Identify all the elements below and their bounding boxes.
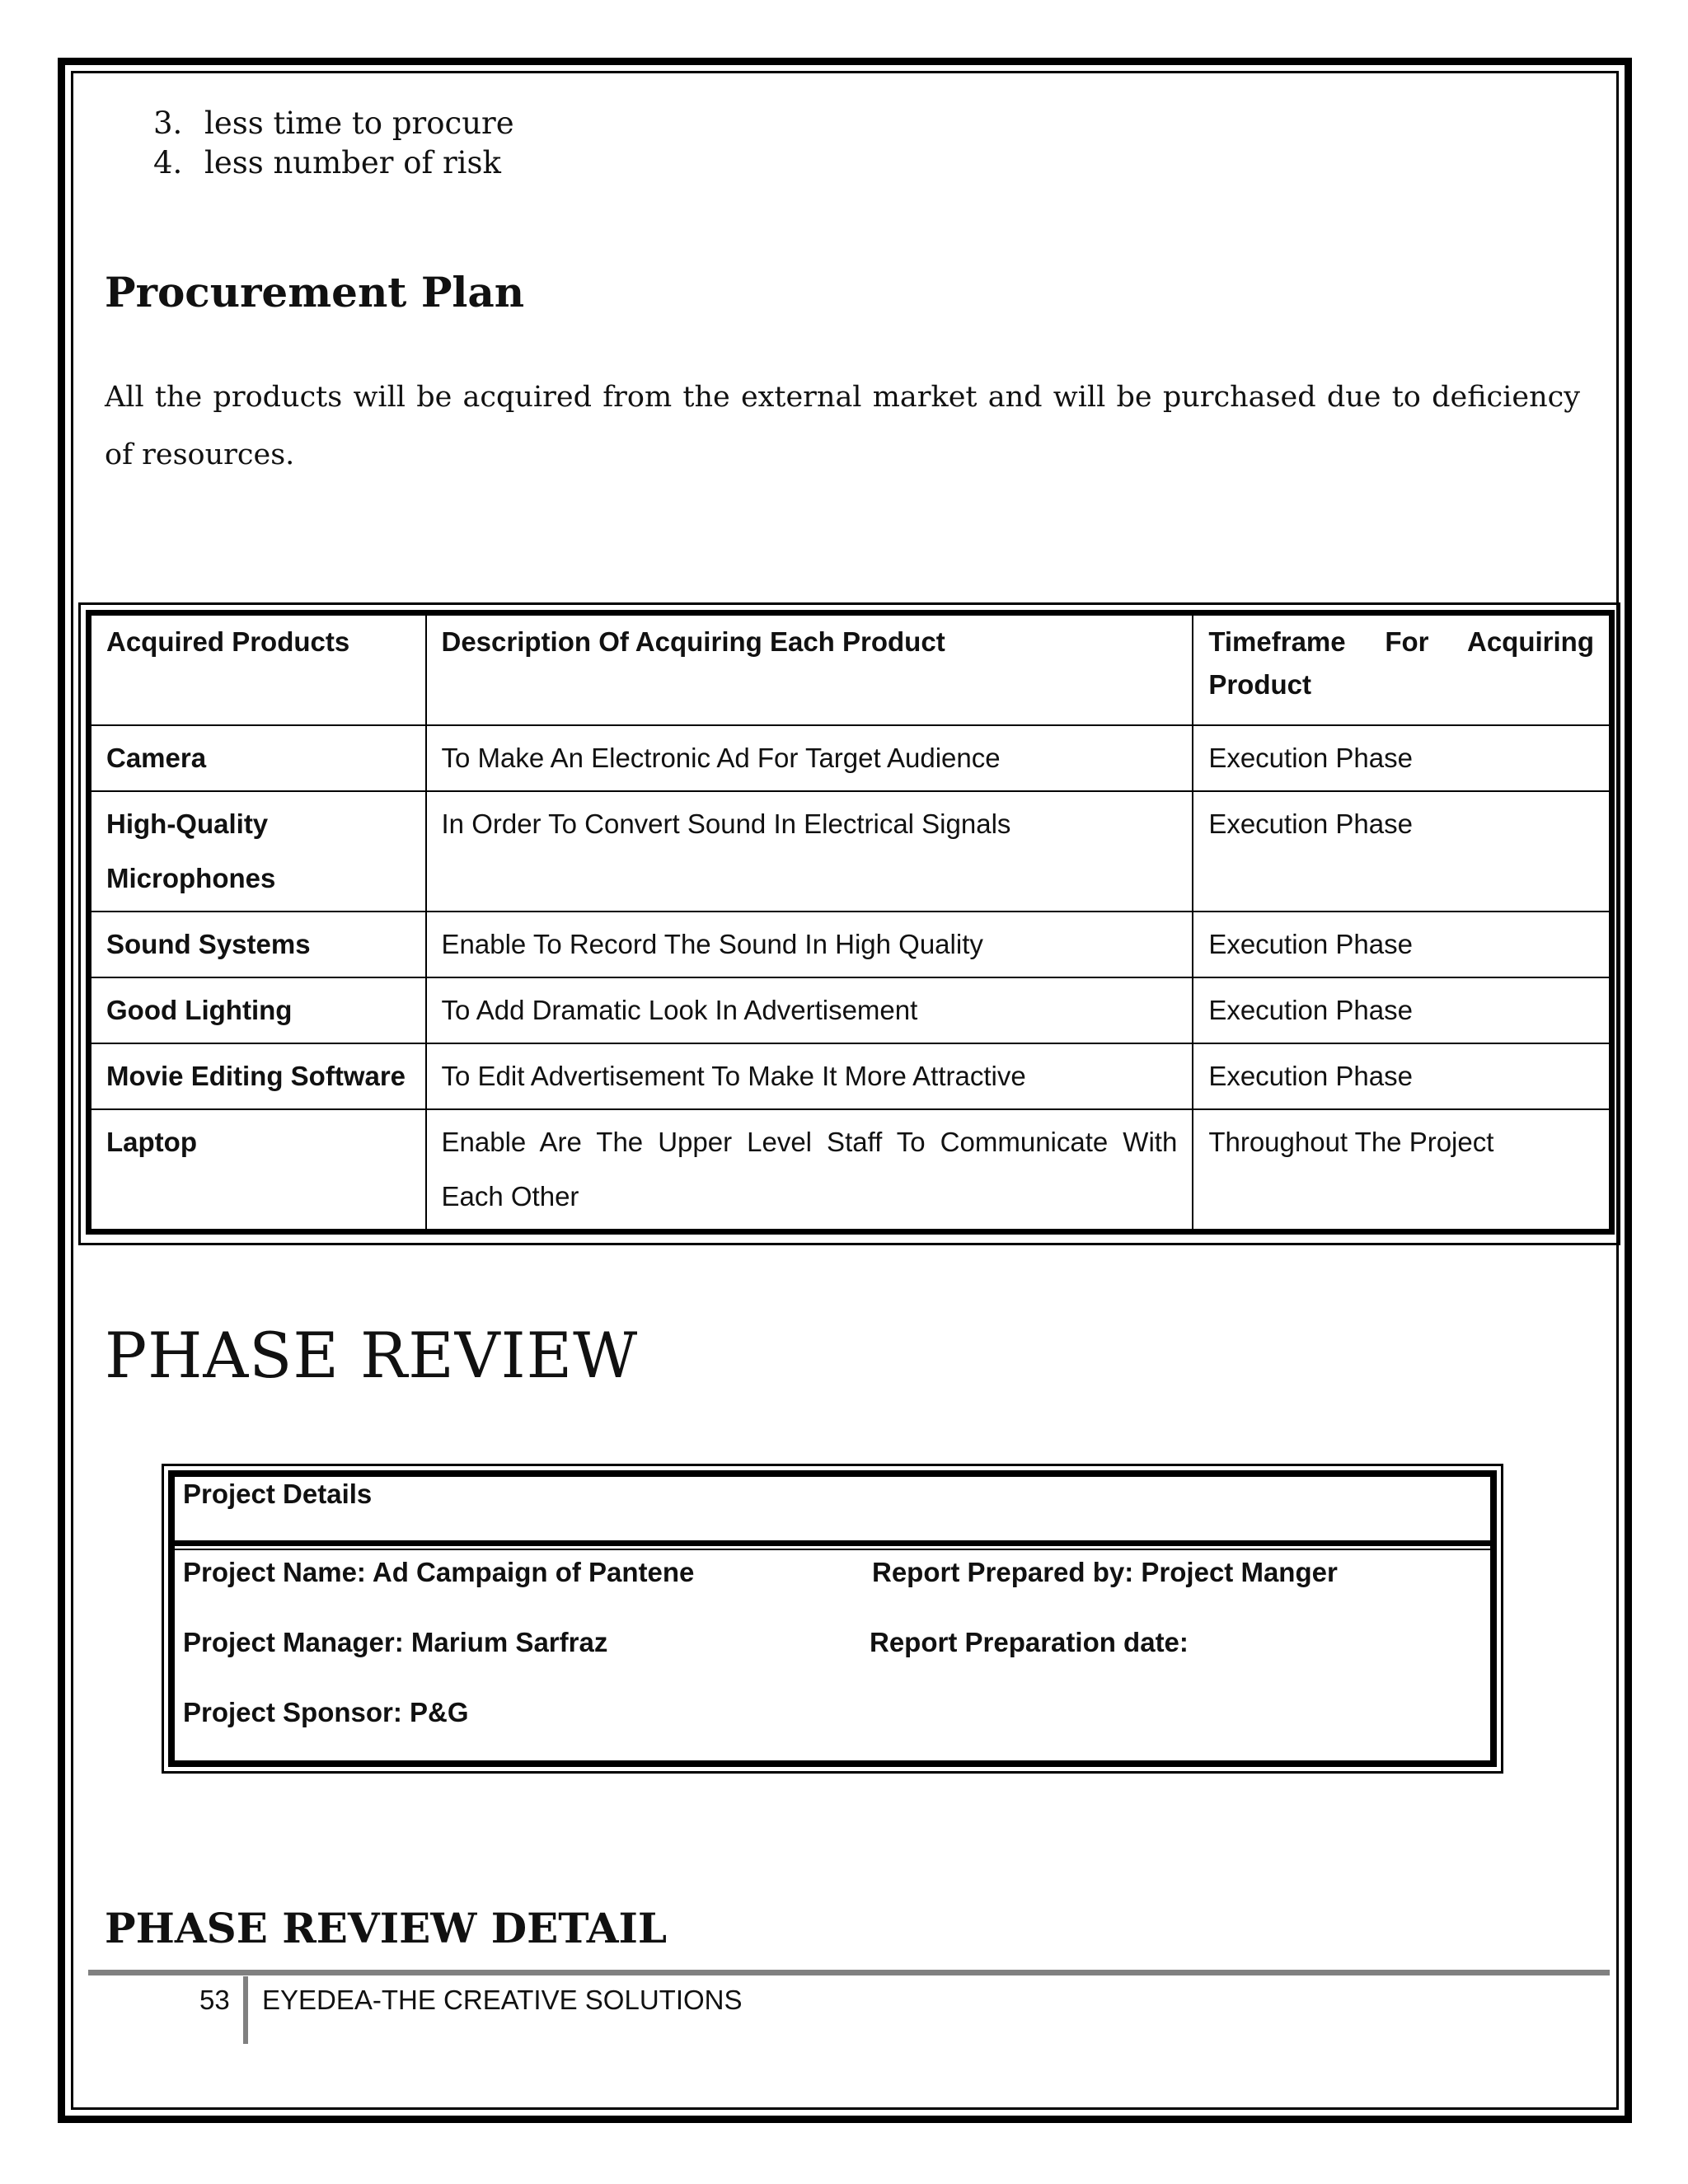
project-manager: Project Manager: Marium Sarfraz — [183, 1627, 608, 1657]
table-row — [89, 791, 1612, 912]
list-text: less number of risk — [204, 145, 501, 180]
list-item — [153, 143, 514, 183]
header-cell: Description Of Acquiring Each Product — [426, 613, 1193, 726]
table-row — [89, 1109, 1612, 1232]
product-cell: Movie Editing Software — [89, 1043, 426, 1109]
project-details-title: Project Details — [183, 1479, 373, 1509]
product-cell: Sound Systems — [89, 912, 426, 977]
header-cell: Acquired Products — [89, 613, 426, 726]
header-cell: Timeframe For Acquiring Product — [1193, 613, 1611, 726]
phase-review-detail-heading: PHASE REVIEW DETAIL — [105, 1904, 668, 1952]
procurement-heading: Procurement Plan — [105, 268, 525, 316]
procurement-table — [86, 610, 1615, 1235]
numbered-list — [153, 104, 514, 183]
project-sponsor: Project Sponsor: P&G — [183, 1697, 469, 1727]
list-text: less time to procure — [204, 105, 514, 141]
report-preparation-date: Report Preparation date: — [870, 1627, 1189, 1657]
product-cell: Good Lighting — [89, 977, 426, 1043]
footer-title: EYEDEA-THE CREATIVE SOLUTIONS — [262, 1985, 743, 2015]
timeframe-cell: Execution Phase — [1193, 791, 1611, 912]
table-row — [89, 912, 1612, 977]
table-row — [89, 1043, 1612, 1109]
description-cell: Enable To Record The Sound In High Quality — [426, 912, 1193, 977]
table-row — [89, 977, 1612, 1043]
report-prepared-by: Report Prepared by: Project Manger — [872, 1557, 1338, 1587]
footer-vertical-divider — [243, 1976, 248, 2044]
procurement-paragraph: All the products will be acquired from the external market and will be purchased due to deficiency of resources. — [105, 381, 1580, 471]
product-cell: High-Quality Microphones — [89, 791, 426, 912]
project-details-divider — [168, 1540, 1497, 1550]
page-number: 53 — [199, 1985, 230, 2015]
table-header-row — [89, 613, 1612, 726]
timeframe-cell: Execution Phase — [1193, 912, 1611, 977]
list-number: 3. — [153, 105, 183, 141]
list-item — [153, 104, 514, 143]
description-cell: Enable Are The Upper Level Staff To Communicate With Each Other — [426, 1109, 1193, 1232]
project-name: Project Name: Ad Campaign of Pantene — [183, 1557, 695, 1587]
product-cell: Laptop — [89, 1109, 426, 1232]
timeframe-cell: Execution Phase — [1193, 977, 1611, 1043]
footer-divider — [88, 1970, 1610, 1975]
timeframe-cell: Throughout The Project — [1193, 1109, 1611, 1232]
description-cell: In Order To Convert Sound In Electrical Signals — [426, 791, 1193, 912]
phase-review-heading: PHASE REVIEW — [105, 1319, 639, 1392]
description-cell: To Make An Electronic Ad For Target Audience — [426, 725, 1193, 791]
list-number: 4. — [153, 145, 183, 180]
description-cell: To Add Dramatic Look In Advertisement — [426, 977, 1193, 1043]
product-cell: Camera — [89, 725, 426, 791]
description-cell: To Edit Advertisement To Make It More Attractive — [426, 1043, 1193, 1109]
timeframe-cell: Execution Phase — [1193, 725, 1611, 791]
timeframe-cell: Execution Phase — [1193, 1043, 1611, 1109]
table-row — [89, 725, 1612, 791]
